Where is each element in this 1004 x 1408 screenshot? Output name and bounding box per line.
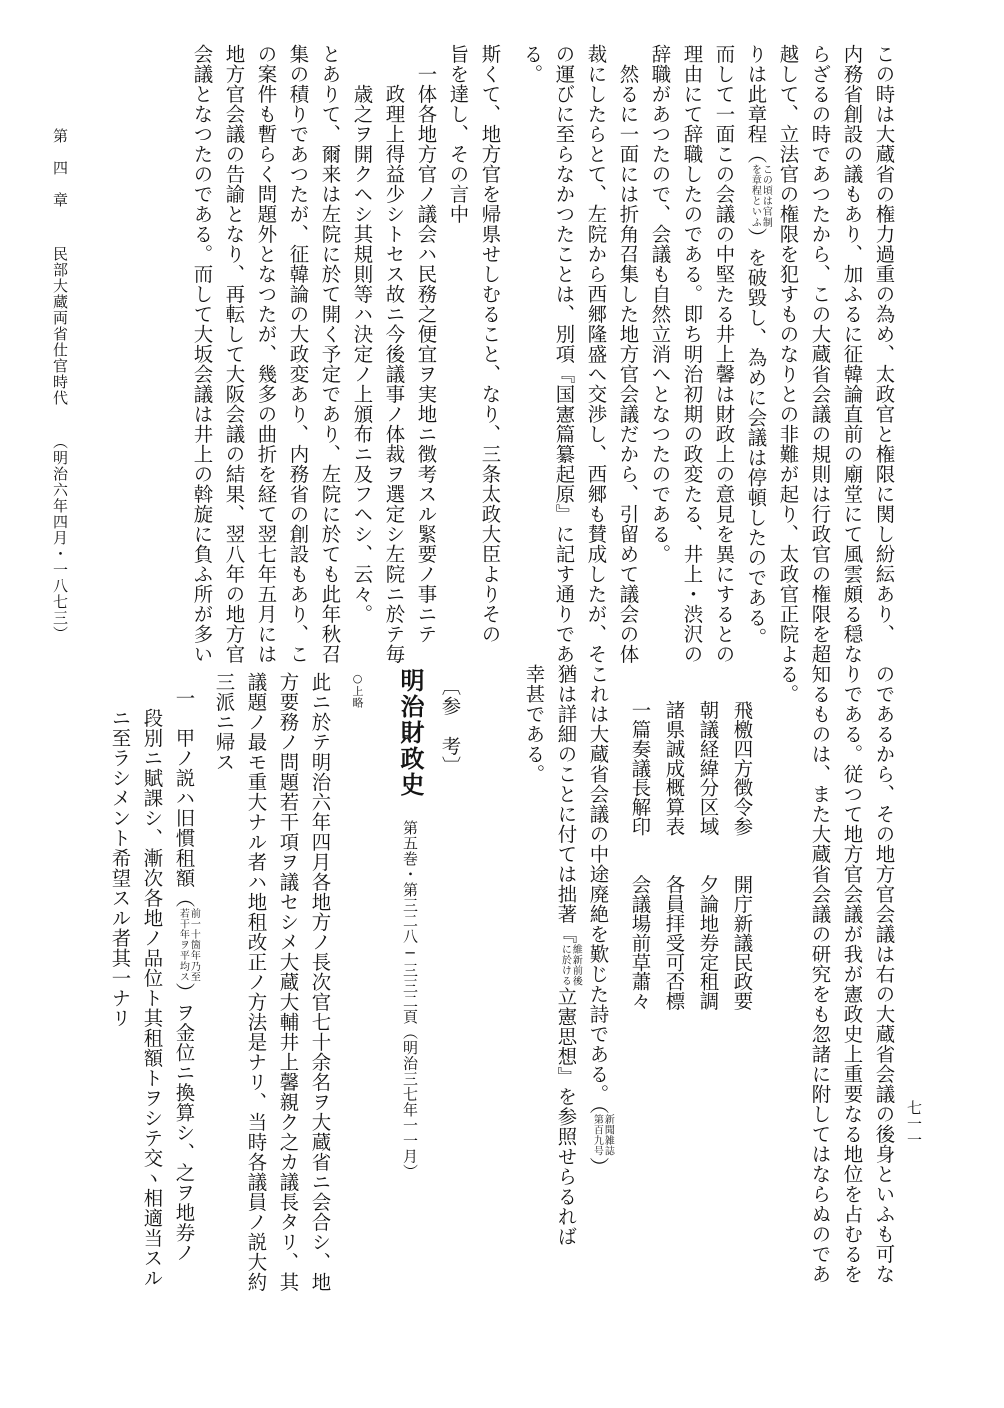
inline-note-book-a: 維新前後: [570, 944, 582, 987]
inline-note-kansei-b: を章程といふ: [749, 164, 761, 228]
page-number: 七一一: [905, 1100, 923, 1148]
upper-line-9: 然るに一面には折角召集した地方官会議だから、引留めて議会の体: [616, 64, 640, 664]
lower-line-1: のであるから、その地方官会議は右の大蔵省会議の後身といふも可な: [872, 664, 896, 1284]
footer-chapter: 第 四 章: [51, 128, 69, 208]
upper-line-8: 辞職があつたので、会議も自然立消へとなつたのである。: [648, 44, 672, 564]
upper-line-22: 会議となつたのである。而して大坂会議は井上の斡旋に負ふ所が多い: [190, 44, 214, 664]
inline-note-newspaper: [591, 1114, 613, 1156]
quote-line-3: 議題ノ最モ重大ナル者ハ地租改正ノ方法是ナリ、当時各議員ノ説大約: [244, 672, 268, 1292]
lower-book-reference: [556, 664, 581, 1246]
inline-note-book-b: に於ける: [559, 944, 571, 987]
upper-line-19: 集の積りであつたが、征韓論の大政変あり、内務省の創設もあり、こ: [286, 44, 310, 664]
upper-line-5: りは此章程（この頃は官制 を章程といふ）を破毀し、為めに会議は停頓したのである。: [744, 44, 772, 648]
upper-line-18: とありて、爾来は左院に於て開く予定であり、左院に於ても此年秋召: [318, 44, 342, 664]
inline-note-kansei: [749, 164, 771, 228]
upper-line-7: 理由にて辞職したのである。即ち明治初期の政変たる、井上・渋沢の: [680, 44, 704, 664]
lower-line-2: りである。従つて地方官会議が我が憲政史上重要なる地位を占むるを: [840, 664, 864, 1284]
quote-line-7: ニ至ラシメント希望スル者其一ナリ: [108, 708, 132, 1028]
lower-closing: 幸甚である。: [522, 664, 546, 784]
upper-line-1: この時は大蔵省の権力過重の為め、太政官と権限に関し紛紜あり、: [872, 44, 896, 644]
upper-line-13: 斯くて、地方官を帰県せしむること、なり、三条太政大臣よりその: [478, 44, 502, 644]
upper-line-20: の案件も暫らく問題外となつたが、幾多の曲折を経て翌七年五月には: [254, 44, 278, 664]
inline-note-newspaper-b: 第百九号: [591, 1114, 603, 1157]
lower-line-3: 知るものは、また大蔵省会議の研究をも忽諸に附してはならぬのであ: [808, 664, 832, 1284]
inline-note-kansei-a: この頃は官制: [760, 164, 772, 228]
upper-line-5-text: りは此章程: [744, 44, 768, 144]
inline-note-kokan-a: 前一十箇年乃至: [188, 908, 200, 983]
quote-line-5: 一 甲ノ説ハ旧慣租額（前一十箇年乃至 若干年ヲ平均ス）ヲ金位ニ換算シ、之ヲ地券ノ: [172, 688, 200, 1263]
upper-line-4: 越して、立法官の権限を犯すものなりとの非難が起り、太政官正院よ: [776, 44, 800, 664]
quote-line-4: 三派ニ帰ス: [212, 672, 236, 772]
source-title: 明治財政史: [396, 668, 425, 798]
upper-line-3: らざるの時であつたから、この大蔵省会議の規則は行政官の権限を超: [808, 44, 832, 664]
quote-line-2: 方要務ノ問題若干項ヲ議セシメ大蔵大輔井上馨親ク之カ議長タリ、其: [276, 672, 300, 1292]
poem-line-3: 諸県誠成概算表 各員拝受可否標: [662, 700, 686, 1011]
quote-line-6: 段別ニ賦課シ、漸次各地ノ品位ト其租額トヲシテ交ヽ相適当スル: [140, 708, 164, 1288]
upper-line-21: 地方官会議の告諭となり、再転して大阪会議の結果、翌八年の地方官: [222, 44, 246, 664]
source-detail: 第五巻・第三二八─三三二頁（明治三七年一一月）: [401, 820, 419, 1180]
book-ref-text: 猶は詳細のことに付ては拙著『: [554, 664, 578, 944]
upper-line-12: る。: [520, 44, 544, 84]
quote-line-5-tail: ヲ金位ニ換算シ、之ヲ地券ノ: [172, 1002, 196, 1263]
upper-line-6: 而して一面この会議の中堅たる井上馨は財政上の意見を異にするとの: [712, 44, 736, 664]
poem-line-2: 朝議経緯分区域 夕論地券定租調: [696, 700, 720, 1011]
lower-poem-comment: これは大蔵省会議の中途廃絶を歎じた詩である。（新聞雑誌 第百九号）: [586, 664, 614, 1177]
poem-line-4: 一篇奏議長解印 会議場前草蕭々: [628, 700, 652, 1011]
upper-line-11: の運びに至らなかつたことは、別項『国憲篇纂起原』に記す通りであ: [552, 44, 576, 664]
upper-line-2: 内務省創設の議もあり、加ふるに征韓論直前の廟堂にて風雲頗る穏な: [840, 44, 864, 664]
poem-comment-text: これは大蔵省会議の中途廃絶を歎じた詩である。: [586, 664, 610, 1104]
upper-line-16: 政理上得益少シトセス故ニ今後議事ノ体裁ヲ選定シ左院ニ於テ毎: [382, 84, 406, 664]
book-ref-tail: 立憲思想』を参照せらるれば: [554, 986, 578, 1247]
inline-note-kokan-b: 若干年ヲ平均ス: [177, 908, 189, 983]
omitted-marker: ○上略: [351, 672, 364, 709]
inline-note-book: [559, 944, 581, 986]
upper-line-17: 歳之ヲ開クヘシ其規則等ハ決定ノ上頒布ニ及フヘシ、云々。: [350, 84, 374, 624]
poem-line-1: 飛檄四方徴令参 開庁新議民政要: [730, 700, 754, 1011]
footer-title: 民部大蔵両省仕官時代: [51, 246, 69, 406]
quote-line-5-text: 一 甲ノ説ハ旧慣租額: [172, 688, 196, 888]
quote-line-1: 此ニ於テ明治六年四月各地方ノ長次官七十余名ヲ大蔵省ニ会合シ、地: [308, 672, 332, 1292]
reference-label: 〔参 考〕: [438, 676, 462, 776]
lower-line-4: る。: [776, 664, 800, 704]
upper-line-10: 裁にしたらとて、左院から西郷隆盛へ交渉し、西郷も賛成したが、そ: [584, 44, 608, 664]
upper-line-5-tail: を破毀し、為めに会議は停頓したのである。: [744, 247, 768, 648]
inline-note-newspaper-a: 新聞雑誌: [602, 1114, 614, 1157]
footer-period: （明治六年四月・一八七三）: [51, 434, 69, 642]
upper-line-14: 旨を達し、その言中: [446, 44, 470, 224]
upper-line-15: 一体各地方官ノ議会ハ民務之便宜ヲ実地ニ徴考スル緊要ノ事ニテ: [414, 64, 438, 644]
inline-note-kokan: [177, 908, 199, 982]
